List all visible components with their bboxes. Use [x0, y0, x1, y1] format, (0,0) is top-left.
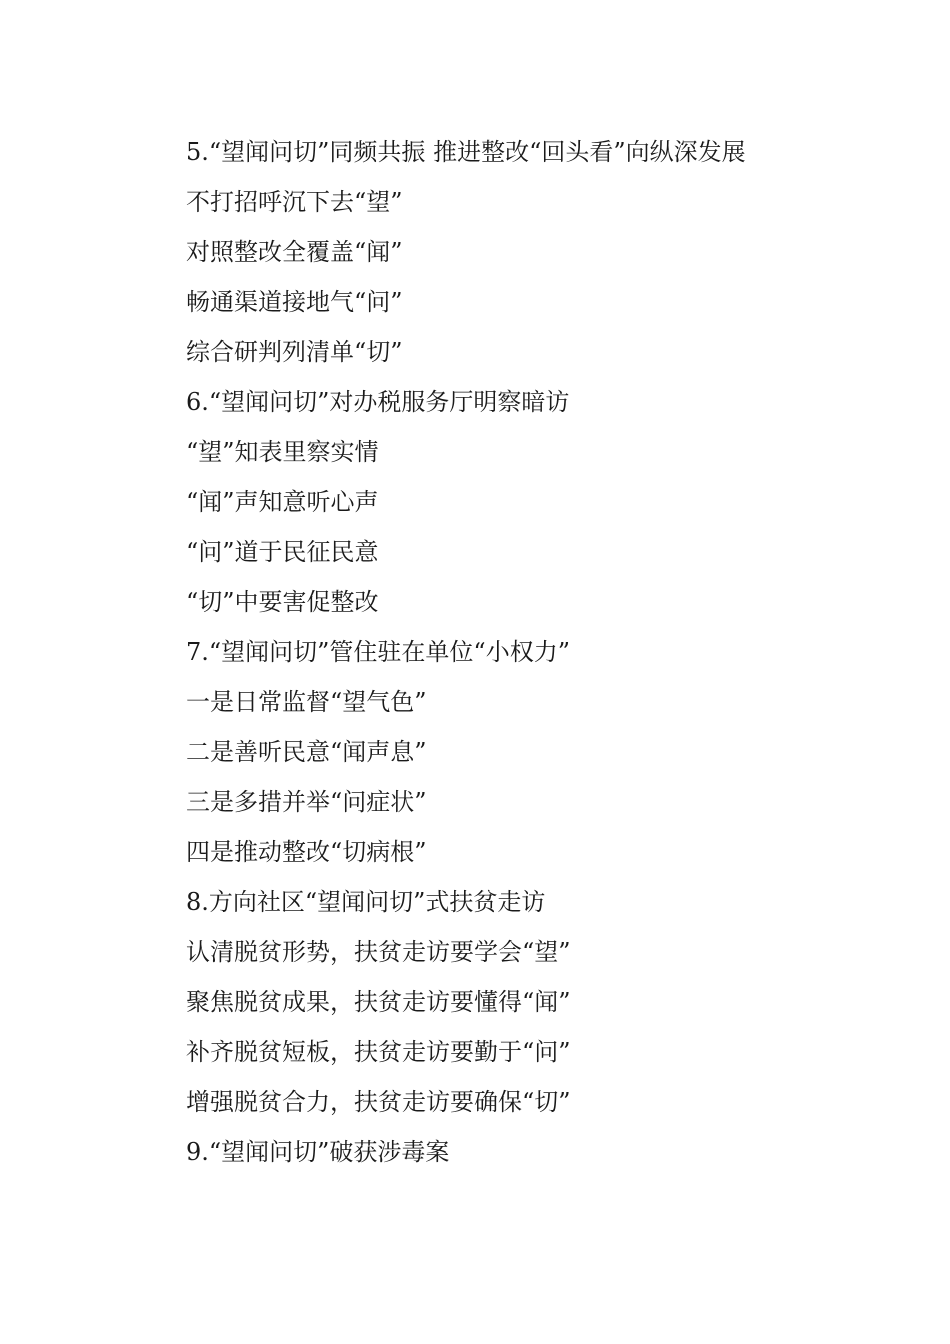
list-item: 一是日常监督“望气色”	[186, 688, 427, 716]
list-item: 对照整改全覆盖“闻”	[186, 238, 403, 266]
list-item: 增强脱贫合力，扶贫走访要确保“切”	[186, 1088, 571, 1116]
section-heading-9: 9.“望闻问切”破获涉毒案	[186, 1138, 450, 1166]
section-heading-7: 7.“望闻问切”管住驻在单位“小权力”	[186, 638, 570, 666]
section-heading-8: 8.方向社区“望闻问切”式扶贫走访	[186, 888, 546, 916]
document-body	[145, 127, 810, 1177]
list-item: “闻”声知意听心声	[186, 488, 379, 516]
list-item: 综合研判列清单“切”	[186, 338, 403, 366]
list-item: 补齐脱贫短板，扶贫走访要勤于“问”	[186, 1038, 571, 1066]
list-item: “望”知表里察实情	[186, 438, 379, 466]
list-item: “切”中要害促整改	[186, 588, 379, 616]
section-heading-5: 5.“望闻问切”同频共振 推进整改“回头看”向纵深发展	[186, 138, 746, 166]
list-item: 三是多措并举“问症状”	[186, 788, 427, 816]
section-heading-6: 6.“望闻问切”对办税服务厅明察暗访	[186, 388, 570, 416]
list-item: 聚焦脱贫成果，扶贫走访要懂得“闻”	[186, 988, 571, 1016]
list-item: 畅通渠道接地气“问”	[186, 288, 403, 316]
list-item: “问”道于民征民意	[186, 538, 379, 566]
list-item: 认清脱贫形势，扶贫走访要学会“望”	[186, 938, 571, 966]
list-item: 不打招呼沉下去“望”	[186, 188, 403, 216]
list-item: 四是推动整改“切病根”	[186, 838, 427, 866]
list-item: 二是善听民意“闻声息”	[186, 738, 427, 766]
